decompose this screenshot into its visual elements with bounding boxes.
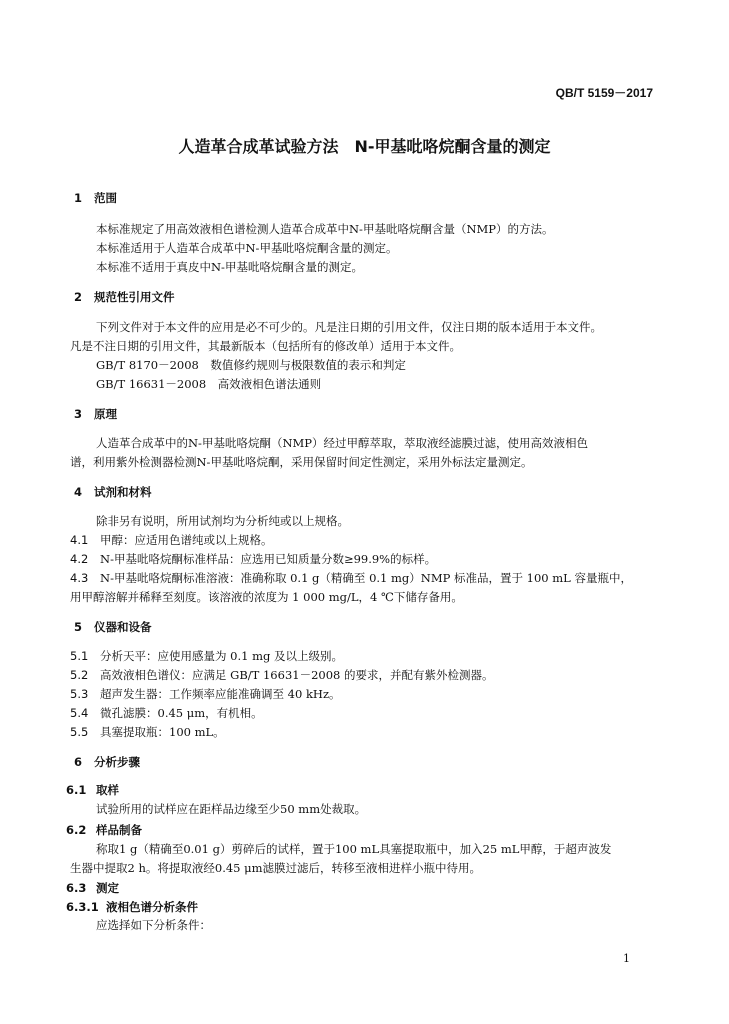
subsection-number: 6.2 [66, 823, 87, 837]
paragraph: 谱，利用紫外检测器检测N-甲基吡咯烷酮，采用保留时间定性测定，采用外标法定量测定。 [70, 455, 533, 469]
clause-number: 4.1 [70, 533, 89, 547]
subsection-6-1-heading [66, 782, 119, 798]
clause-number: 5.1 [70, 649, 89, 663]
section-3-heading [74, 406, 117, 422]
section-1-heading [74, 190, 117, 206]
paragraph: 称取1 g（精确至0.01 g）剪碎后的试样，置于100 mL具塞提取瓶中，加入25 mL甲醇，于超声波发 [96, 842, 612, 856]
page-number: 1 [623, 952, 630, 965]
clause-5-1 [70, 647, 343, 665]
paragraph: 生器中提取2 h。将提取液经0.45 μm滤膜过滤后，转移至液相进样小瓶中待用。 [70, 861, 482, 875]
clause-text: 分析天平：应使用感量为 0.1 mg 及以上级别。 [100, 649, 344, 663]
section-number: 2 [74, 290, 83, 304]
subsection-title: 测定 [96, 881, 119, 895]
section-2-heading [74, 289, 175, 305]
subsection-6-2-heading [66, 822, 142, 838]
subsection-6-3-1-heading [66, 899, 198, 915]
clause-4-1 [70, 531, 273, 549]
clause-text: 超声发生器：工作频率应能准确调至 40 kHz。 [100, 687, 341, 701]
clause-number: 5.4 [70, 706, 89, 720]
section-number: 3 [74, 407, 83, 421]
section-title: 范围 [94, 191, 117, 205]
section-title: 仪器和设备 [94, 620, 152, 634]
standard-code: QB/T 5159－2017 [555, 86, 653, 100]
section-number: 4 [74, 485, 83, 499]
subsection-number: 6.3.1 [66, 900, 99, 914]
clause-number: 5.5 [70, 725, 89, 739]
section-title: 规范性引用文件 [94, 290, 175, 304]
section-4-heading [74, 484, 152, 500]
paragraph: 本标准规定了用高效液相色谱检测人造革合成革中N-甲基吡咯烷酮含量（NMP）的方法。 [96, 222, 554, 236]
subsection-title: 取样 [96, 783, 119, 797]
section-title: 原理 [94, 407, 117, 421]
clause-text: 具塞提取瓶：100 mL。 [100, 725, 225, 739]
section-number: 1 [74, 191, 83, 205]
paragraph: 本标准适用于人造革合成革中N-甲基吡咯烷酮含量的测定。 [96, 241, 398, 255]
section-6-heading [74, 754, 140, 770]
clause-number: 5.2 [70, 668, 89, 682]
subsection-6-3-heading [66, 880, 119, 896]
clause-number: 4.2 [70, 552, 89, 566]
clause-text: 高效液相色谱仪：应满足 GB/T 16631－2008 的要求，并配有紫外检测器。 [100, 668, 494, 682]
paragraph: 人造革合成革中的N-甲基吡咯烷酮（NMP）经过甲醇萃取，萃取液经滤膜过滤，使用高效液相色 [96, 436, 589, 450]
clause-number: 5.3 [70, 687, 89, 701]
clause-5-3 [70, 685, 341, 703]
clause-4-3 [70, 569, 632, 587]
reference-item: GB/T 16631－2008 高效液相色谱法通则 [96, 377, 322, 391]
clause-text: 甲醇：应适用色谱纯或以上规格。 [100, 533, 273, 547]
section-number: 6 [74, 755, 83, 769]
clause-5-4 [70, 704, 263, 722]
section-title: 分析步骤 [94, 755, 140, 769]
reference-item: GB/T 8170－2008 数值修约规则与极限数值的表示和判定 [96, 358, 406, 372]
subsection-number: 6.1 [66, 783, 87, 797]
section-title: 试剂和材料 [94, 485, 152, 499]
paragraph: 应选择如下分析条件： [96, 918, 211, 932]
section-5-heading [74, 619, 152, 635]
paragraph: 除非另有说明，所用试剂均为分析纯或以上规格。 [96, 514, 349, 528]
clause-5-2 [70, 666, 494, 684]
subsection-title: 液相色谱分析条件 [106, 900, 198, 914]
paragraph: 试验所用的试样应在距样品边缘至少50 mm处裁取。 [96, 802, 367, 816]
clause-text: N-甲基吡咯烷酮标准溶液：准确称取 0.1 g（精确至 0.1 mg）NMP 标准品，置于 100 mL 容量瓶中， [100, 571, 632, 585]
clause-number: 4.3 [70, 571, 89, 585]
clause-text: N-甲基吡咯烷酮标准样品：应选用已知质量分数≥99.9%的标样。 [100, 552, 437, 566]
paragraph: 凡是不注日期的引用文件，其最新版本（包括所有的修改单）适用于本文件。 [70, 339, 461, 353]
paragraph: 本标准不适用于真皮中N-甲基吡咯烷酮含量的测定。 [96, 260, 363, 274]
paragraph: 下列文件对于本文件的应用是必不可少的。凡是注日期的引用文件，仅注日期的版本适用于本文件。 [96, 320, 602, 334]
clause-text: 微孔滤膜：0.45 μm，有机相。 [100, 706, 263, 720]
section-number: 5 [74, 620, 83, 634]
subsection-title: 样品制备 [96, 823, 142, 837]
clause-5-5 [70, 723, 225, 741]
document-title: 人造革合成革试验方法 N-甲基吡咯烷酮含量的测定 [178, 137, 551, 156]
clause-4-2 [70, 550, 436, 568]
subsection-number: 6.3 [66, 881, 87, 895]
paragraph: 用甲醇溶解并稀释至刻度。该溶液的浓度为 1 000 mg/L，4 ℃下储存备用。 [70, 590, 463, 604]
